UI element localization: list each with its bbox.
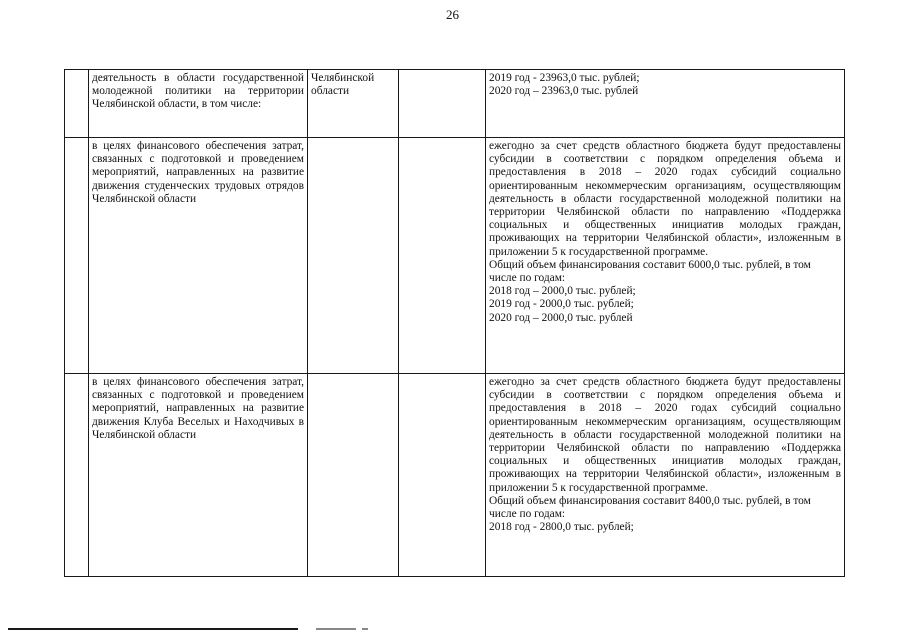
term-cell [399, 138, 486, 374]
footer-mark [362, 628, 368, 630]
row-number-cell [65, 374, 89, 577]
funding-year-line: 2019 год - 23963,0 тыс. рублей; [489, 72, 640, 84]
page-number: 26 [446, 7, 459, 22]
row-number-cell [65, 70, 89, 138]
row-number-cell [65, 138, 89, 374]
term-cell [399, 374, 486, 577]
footer-mark [316, 628, 356, 630]
result-paragraph: ежегодно за счет средств областного бюджета будут предоставлены субсидии в соответствии с порядком определения объема и предоставления в 2018 – 2020 годах субсидий социально ориентированным некоммерческим организациям, осуществляющим деятельность в области государственной молодежной политики на территории Челябинской области по направлению «Поддержка социальных и общественных инициатив молодых граждан, проживающих на территории Челябинской области», изложенным в приложении 5 к государственной программе. [489, 376, 841, 494]
funding-year-line: 2020 год – 23963,0 тыс. рублей [489, 85, 639, 98]
measure-description-cell: в целях финансового обеспечения затрат, связанных с подготовкой и проведением мероприятий, направленных на развитие движения Клуба Веселых и Находчивых в Челябинской области [89, 374, 308, 577]
table-row [65, 374, 845, 577]
measure-description-cell: в целях финансового обеспечения затрат, связанных с подготовкой и проведением мероприятий, направленных на развитие движения студенческих трудовых отрядов Челябинской области [89, 138, 308, 374]
funding-year-line: 2020 год – 2000,0 тыс. рублей [489, 311, 633, 324]
funding-year-line: 2018 год – 2000,0 тыс. рублей; [489, 285, 636, 298]
funding-year-line: 2018 год - 2800,0 тыс. рублей; [489, 521, 634, 534]
table-row [65, 70, 845, 138]
result-paragraph: ежегодно за счет средств областного бюджета будут предоставлены субсидии в соответствии с порядком определения объема и предоставления в 2018 – 2020 годах субсидий социально ориентированным некоммерческим организациям, осуществляющим деятельность в области государственной молодежной политики на территории Челябинской области по направлению «Поддержка социальных и общественных инициатив молодых граждан, проживающих на территории Челябинской области», изложенным в приложении 5 к государственной программе. [489, 140, 841, 258]
footer-rule [8, 628, 298, 630]
term-cell [399, 70, 486, 138]
result-cell [486, 374, 845, 577]
executor-cell [308, 374, 399, 577]
table-row [65, 138, 845, 374]
executor-cell: Челябинской области [308, 70, 399, 138]
measure-description-cell: деятельность в области государственной молодежной политики на территории Челябинской области, в том числе: [89, 70, 308, 138]
funding-total: Общий объем финансирования составит 6000,0 тыс. рублей, в том числе по годам: [489, 258, 811, 285]
program-measures-table [64, 69, 845, 577]
result-cell [486, 70, 845, 138]
funding-total: Общий объем финансирования составит 8400,0 тыс. рублей, в том числе по годам: [489, 494, 811, 521]
funding-year-line: 2019 год - 2000,0 тыс. рублей; [489, 298, 634, 311]
result-cell [486, 138, 845, 374]
executor-cell [308, 138, 399, 374]
